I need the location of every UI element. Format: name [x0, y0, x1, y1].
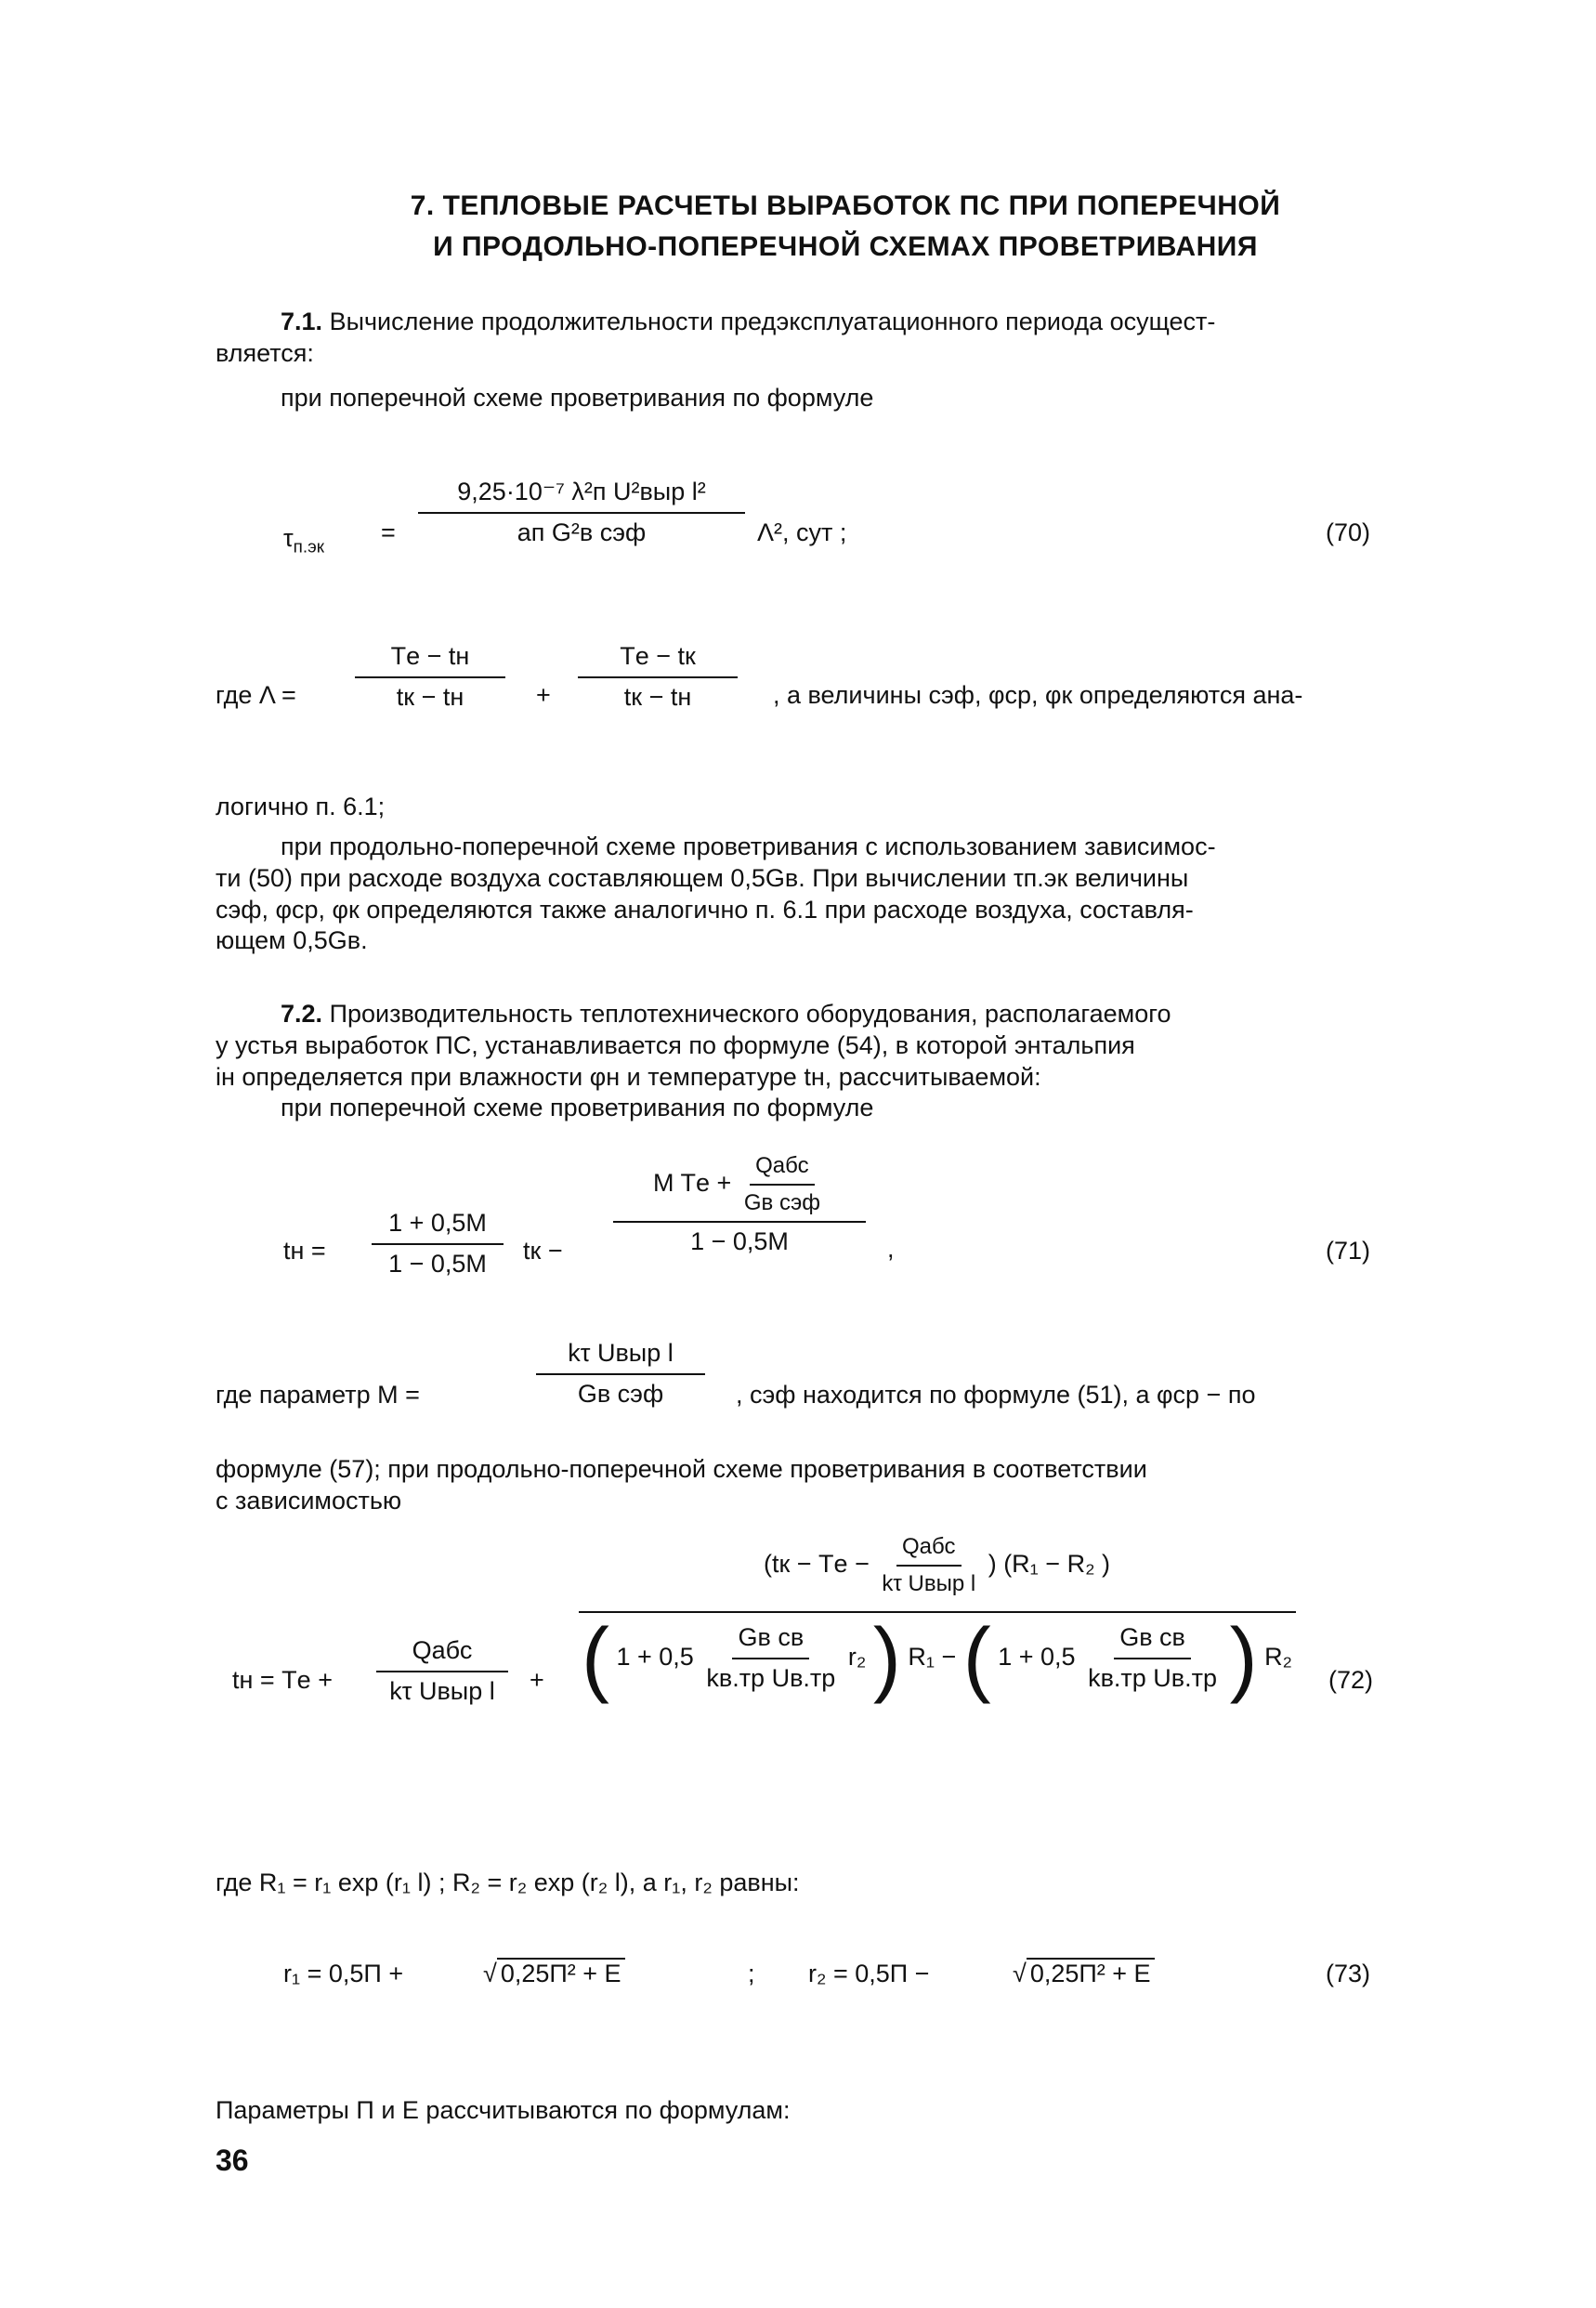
- lambda-plus: +: [536, 681, 551, 709]
- para-7-1b: [216, 832, 1479, 957]
- eq70-tail: Λ², сут ;: [757, 518, 847, 546]
- sqrt-sign-icon: √: [483, 1960, 497, 1987]
- eq72-b1-den: kв.тр Uв.тр: [706, 1663, 836, 1692]
- eq72-r2: R₂: [1264, 1642, 1293, 1671]
- eq73-r2-root: 0,25П² + E: [1027, 1958, 1155, 1987]
- title-line-1: 7. ТЕПЛОВЫЕ РАСЧЕТЫ ВЫРАБОТОК ПС ПРИ ПОПЕРЕЧНОЙ: [410, 190, 1281, 221]
- lambda-definition: [216, 632, 1479, 771]
- r-definitions: где R₁ = r₁ exp (r₁ l) ; R₂ = r₂ exp (r₂ l), а r₁, r₂ равны:: [216, 1869, 800, 1896]
- eq72-r1: R₁ −: [908, 1642, 957, 1671]
- eq72-b1-num: Gв cв: [732, 1622, 809, 1659]
- eq72-fraction-1-den: kτ Uвыр l: [389, 1676, 495, 1705]
- parameter-m: [216, 1338, 1479, 1440]
- eq72-right-paren-2: ): [1229, 1611, 1258, 1705]
- eq71-fraction-2-num-a: M Tе +: [653, 1169, 732, 1198]
- eq71-comma: ,: [887, 1235, 895, 1263]
- eq72-right-paren-1: ): [872, 1611, 901, 1705]
- eq71-fraction-2-num: [613, 1152, 866, 1223]
- eq72-plus: +: [530, 1666, 544, 1694]
- eq71-inner-num: Qабс: [750, 1152, 815, 1186]
- lambda-fraction-2-num: Tе − tк: [578, 641, 738, 678]
- equation-71: [283, 1152, 1491, 1301]
- eq73-r2-radical: [1013, 1959, 1155, 1990]
- sqrt-sign-icon: √: [1013, 1960, 1027, 1987]
- eq73-label: (73): [1325, 1960, 1370, 1987]
- eq72-main-den: [576, 1611, 1298, 1705]
- eq72-b2-num: Gв cв: [1114, 1622, 1191, 1659]
- equation-70: [283, 469, 1491, 609]
- lambda-fraction-2: [578, 641, 738, 714]
- eq71-fraction-1: [372, 1208, 504, 1280]
- para-7-2-line-1: Производительность теплотехнического оборудования, располагаемого: [329, 1000, 1171, 1028]
- eq72-b2-den: kв.тр Uв.тр: [1088, 1663, 1218, 1692]
- param-m-continuation: [216, 1454, 1147, 1517]
- eq71-inner-den: Gв cэф: [743, 1190, 820, 1215]
- eq73-separator: ;: [748, 1960, 755, 1987]
- eq72-b1-r: r₂: [847, 1642, 867, 1671]
- page-number: 36: [216, 2144, 249, 2177]
- param-m-tail: , cэф находится по формуле (51), а φср − по: [736, 1381, 1256, 1409]
- eq72-b1-fraction: [700, 1622, 841, 1695]
- eq70-equals: =: [381, 518, 396, 546]
- eq70-lhs-sub: п.эк: [293, 537, 325, 557]
- eq71-fraction-2-den: 1 − 0,5M: [690, 1227, 789, 1255]
- eq72-left-paren-2: (: [962, 1611, 991, 1705]
- lambda-where: где Λ =: [216, 681, 296, 709]
- para-7-1b-line-1: при продольно-поперечной схеме проветривания с использованием зависимос-: [281, 833, 1216, 860]
- eq72-lhs: tн = Tе +: [232, 1666, 333, 1694]
- eq72-label: (72): [1328, 1666, 1373, 1694]
- eq72-b2-a: 1 + 0,5: [998, 1642, 1076, 1671]
- lambda-continuation: логично п. 6.1;: [216, 793, 386, 820]
- para-7-2-line-4: при поперечной схеме проветривания по формуле: [281, 1094, 874, 1122]
- para-7-1b-line-3: cэф, φср, φк определяются также аналогично п. 6.1 при расходе воздуха, составля-: [216, 895, 1194, 924]
- lambda-fraction-1: [355, 641, 505, 714]
- para-7-2-line-2: у устья выработок ПС, устанавливается по формуле (54), в которой энтальпия: [216, 1030, 1135, 1059]
- param-m-num: kτ Uвыр l: [536, 1338, 705, 1375]
- section-title: [242, 186, 1449, 268]
- eq70-fraction: [418, 477, 745, 549]
- eq71-fraction-1-num: 1 + 0,5M: [372, 1208, 504, 1245]
- eq73-r1-root: 0,25П² + E: [497, 1958, 625, 1987]
- equation-73: [283, 1949, 1491, 2005]
- eq72-top-a: (tк − Tе −: [763, 1550, 870, 1579]
- eq73-r1-radical: [483, 1959, 625, 1990]
- para-7-2-line-3: iн определяется при влажности φн и температуре tн, рассчитываемой:: [216, 1062, 1041, 1091]
- eq70-denominator: aп G²в cэф: [517, 518, 647, 546]
- eq72-b1-a: 1 + 0,5: [616, 1642, 694, 1671]
- param-m-where: где параметр M =: [216, 1381, 420, 1409]
- eq71-lhs: tн =: [283, 1237, 326, 1265]
- eq71-inner-fraction: [739, 1152, 826, 1217]
- eq72-top-b: ) (R₁ − R₂ ): [988, 1550, 1111, 1579]
- lambda-tail: , а величины cэф, φср, φк определяются ана-: [773, 681, 1303, 709]
- equation-72: [232, 1533, 1477, 1830]
- eq72-main-fraction: [576, 1533, 1298, 1705]
- eq72-top-inner-num: Qабс: [896, 1533, 962, 1567]
- eq73-r2-lhs: r₂ = 0,5П −: [808, 1960, 930, 1987]
- para-7-1-number: 7.1.: [281, 308, 323, 335]
- param-m-line-2: формуле (57); при продольно-поперечной схеме проветривания в соответствии: [216, 1455, 1147, 1483]
- eq70-lhs: τ: [283, 524, 294, 552]
- title-line-2: И ПРОДОЛЬНО-ПОПЕРЕЧНОЙ СХЕМАХ ПРОВЕТРИВАНИЯ: [433, 231, 1258, 262]
- lambda-fraction-2-den: tк − tн: [623, 682, 692, 711]
- lambda-fraction-1-num: Tе − tн: [355, 641, 505, 678]
- eq72-top-inner-den: kτ Uвыр l: [882, 1571, 976, 1596]
- eq71-fraction-2: [613, 1152, 866, 1258]
- eq71-label: (71): [1325, 1237, 1370, 1265]
- eq71-mid: tк −: [523, 1237, 563, 1265]
- eq72-top-inner-fraction: [876, 1533, 981, 1598]
- para-7-1b-line-2: ти (50) при расходе воздуха составляющем 0,5Gв. При вычислении τп.эк величины: [216, 863, 1189, 892]
- eq70-label: (70): [1325, 518, 1370, 546]
- eq72-fraction-1-num: Qабс: [376, 1635, 508, 1672]
- param-m-line-3: с зависимостью: [216, 1486, 402, 1515]
- eq73-r1-lhs: r₁ = 0,5П +: [283, 1960, 404, 1987]
- para-7-1-line-2: вляется:: [216, 338, 314, 367]
- param-m-fraction: [536, 1338, 705, 1410]
- lambda-fraction-1-den: tк − tн: [396, 682, 464, 711]
- para-7-1-line-3: при поперечной схеме проветривания по формуле: [281, 383, 874, 412]
- para-7-1-line-1: Вычисление продолжительности предэксплуатационного периода осущест-: [329, 308, 1216, 335]
- para-7-1: [216, 307, 1479, 413]
- eq72-fraction-1: [376, 1635, 508, 1708]
- para-7-2-number: 7.2.: [281, 1000, 323, 1028]
- para-7-2: [216, 999, 1479, 1124]
- eq72-main-num: [579, 1533, 1296, 1613]
- eq72-b2-fraction: [1082, 1622, 1223, 1695]
- eq72-left-paren-1: (: [582, 1611, 609, 1705]
- eq71-fraction-1-den: 1 − 0,5M: [388, 1249, 487, 1278]
- para-7-1b-line-4: ющем 0,5Gв.: [216, 926, 368, 955]
- eq70-numerator: 9,25·10⁻⁷ λ²п U²выр l²: [418, 477, 745, 514]
- param-m-den: Gв cэф: [577, 1379, 664, 1408]
- params-text: Параметры П и E рассчитываются по формулам:: [216, 2096, 791, 2124]
